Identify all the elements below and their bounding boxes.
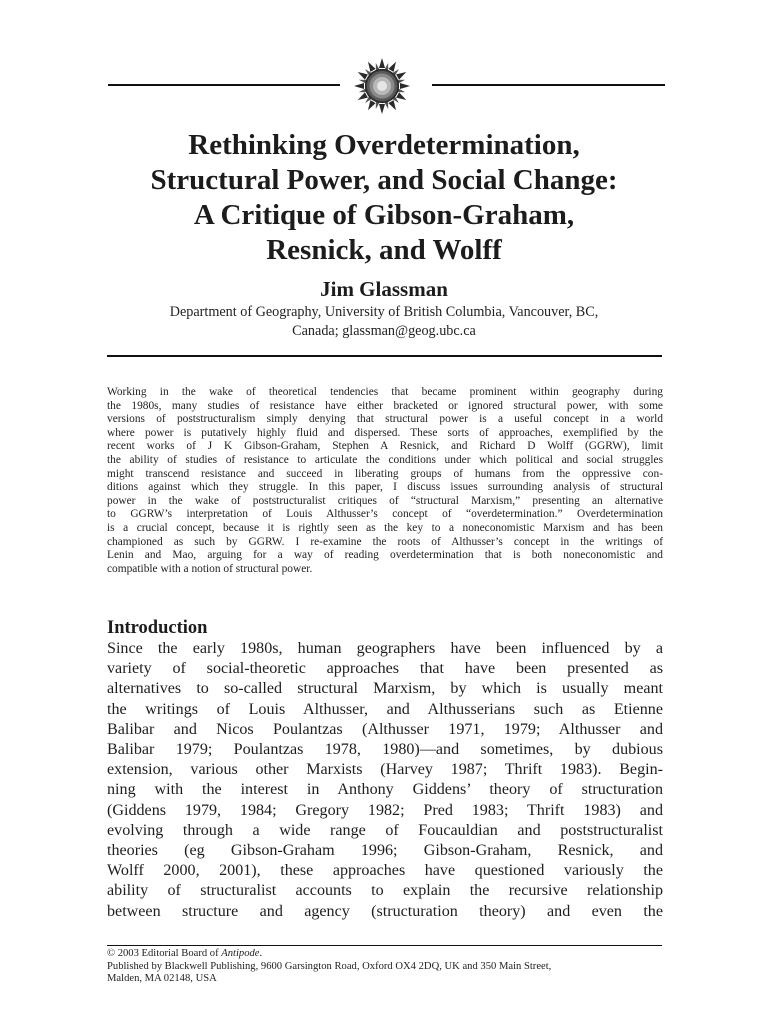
body-line: the writings of Louis Althusser, and Althusserians such as Etienne [107, 700, 663, 718]
sun-medallion-icon [353, 57, 411, 115]
section-heading-introduction: Introduction [107, 618, 208, 638]
body-line: between structure and agency (structuration theory) and even the [107, 902, 663, 920]
affiliation-line: Canada; glassman@geog.ubc.ca [292, 323, 476, 339]
footer-divider [107, 945, 662, 946]
journal-name: Antipode [221, 948, 260, 959]
title-line: Rethinking Overdetermination, [188, 129, 580, 161]
abstract-line: might transcend resistance and succeed in liberating groups of humans from the oppressive con- [107, 467, 663, 480]
body-line: evolving through a wide range of Foucauldian and poststructuralist [107, 821, 663, 839]
article-title [60, 128, 708, 268]
body-line: alternatives to so-called structural Marxism, by which is usually meant [107, 680, 663, 698]
body-line: (Giddens 1979, 1984; Gregory 1982; Pred 1983; Thrift 1983) and [107, 801, 663, 819]
ornament-rule-left [108, 84, 340, 86]
body-line: ability of structuralist accounts to explain the recursive relationship [107, 882, 663, 900]
abstract-line: Lenin and Mao, arguing for a way of reading overdetermination that is both noneconomistic and [107, 549, 663, 562]
copyright-line [107, 948, 663, 961]
body-line: extension, various other Marxists (Harvey 1987; Thrift 1983). Begin- [107, 761, 663, 779]
title-line: Resnick, and Wolff [266, 234, 502, 266]
body-line: Since the early 1980s, human geographers have been influenced by a [107, 640, 663, 657]
abstract [107, 386, 663, 576]
abstract-line: the 1980s, many studies of resistance have either bracketed or ignored structural power, with some [107, 399, 663, 412]
abstract-line: compatible with a notion of structural power. [107, 562, 313, 575]
body-line: Balibar 1979; Poulantzas 1978, 1980)—and sometimes, by dubious [107, 741, 663, 759]
body-line: theories (eg Gibson-Graham 1996; Gibson-Graham, Resnick, and [107, 842, 663, 860]
abstract-line: to GGRW’s interpretation of Louis Althusser’s concept of “overdetermination.” Overdetermination [107, 508, 663, 521]
title-line: A Critique of Gibson-Graham, [193, 199, 575, 231]
body-line: variety of social-theoretic approaches that have been presented as [107, 660, 663, 678]
abstract-line: versions of poststructuralism simply denying that structural power is a useful concept in a world [107, 413, 663, 426]
introduction-body [107, 639, 663, 922]
abstract-line: Working in the wake of theoretical tendencies that became prominent within geography during [107, 386, 663, 398]
abstract-line: ditions against which they struggle. In this paper, I discuss issues surrounding analysis of structural [107, 481, 663, 494]
author-affiliation [100, 303, 668, 341]
author-name: Jim Glassman [320, 277, 448, 301]
title-line: Structural Power, and Social Change: [150, 164, 618, 196]
header-ornament [0, 55, 768, 115]
page-footer [107, 948, 663, 986]
title-divider [107, 355, 662, 357]
ornament-rule-right [432, 84, 665, 86]
affiliation-line: Department of Geography, University of British Columbia, Vancouver, BC, [169, 304, 599, 320]
abstract-line: where power is putatively highly fluid and dispersed. These sorts of approaches, exemplified by the [107, 426, 663, 439]
abstract-line: is a crucial concept, because it is rightly seen as the key to a noneconomistic Marxism and has been [107, 521, 663, 534]
body-line: Balibar and Nicos Poulantzas (Althusser 1971, 1979; Althusser and [107, 720, 663, 738]
copyright-suffix: . [259, 948, 263, 959]
abstract-line: power in the wake of poststructuralist critiques of “structural Marxism,” presenting an alternative [107, 494, 663, 507]
body-line: Wolff 2000, 2001), these approaches have questioned variously the [107, 862, 663, 880]
abstract-line: championed as such by GGRW. I re-examine the roots of Althusser’s concept in the writings of [107, 535, 663, 548]
abstract-line: the ability of studies of resistance to articulate the conditions under which political and social struggles [107, 453, 663, 466]
abstract-line: recent works of J K Gibson-Graham, Stephen A Resnick, and Richard D Wolff (GGRW), limit [107, 440, 663, 453]
publisher-line: Published by Blackwell Publishing, 9600 Garsington Road, Oxford OX4 2DQ, UK and 350 Main Street, [107, 960, 552, 972]
body-line: ning with the interest in Anthony Giddens’ theory of structuration [107, 781, 663, 799]
publisher-line: Malden, MA 02148, USA [107, 973, 217, 985]
copyright-prefix: © 2003 Editorial Board of [107, 948, 222, 959]
